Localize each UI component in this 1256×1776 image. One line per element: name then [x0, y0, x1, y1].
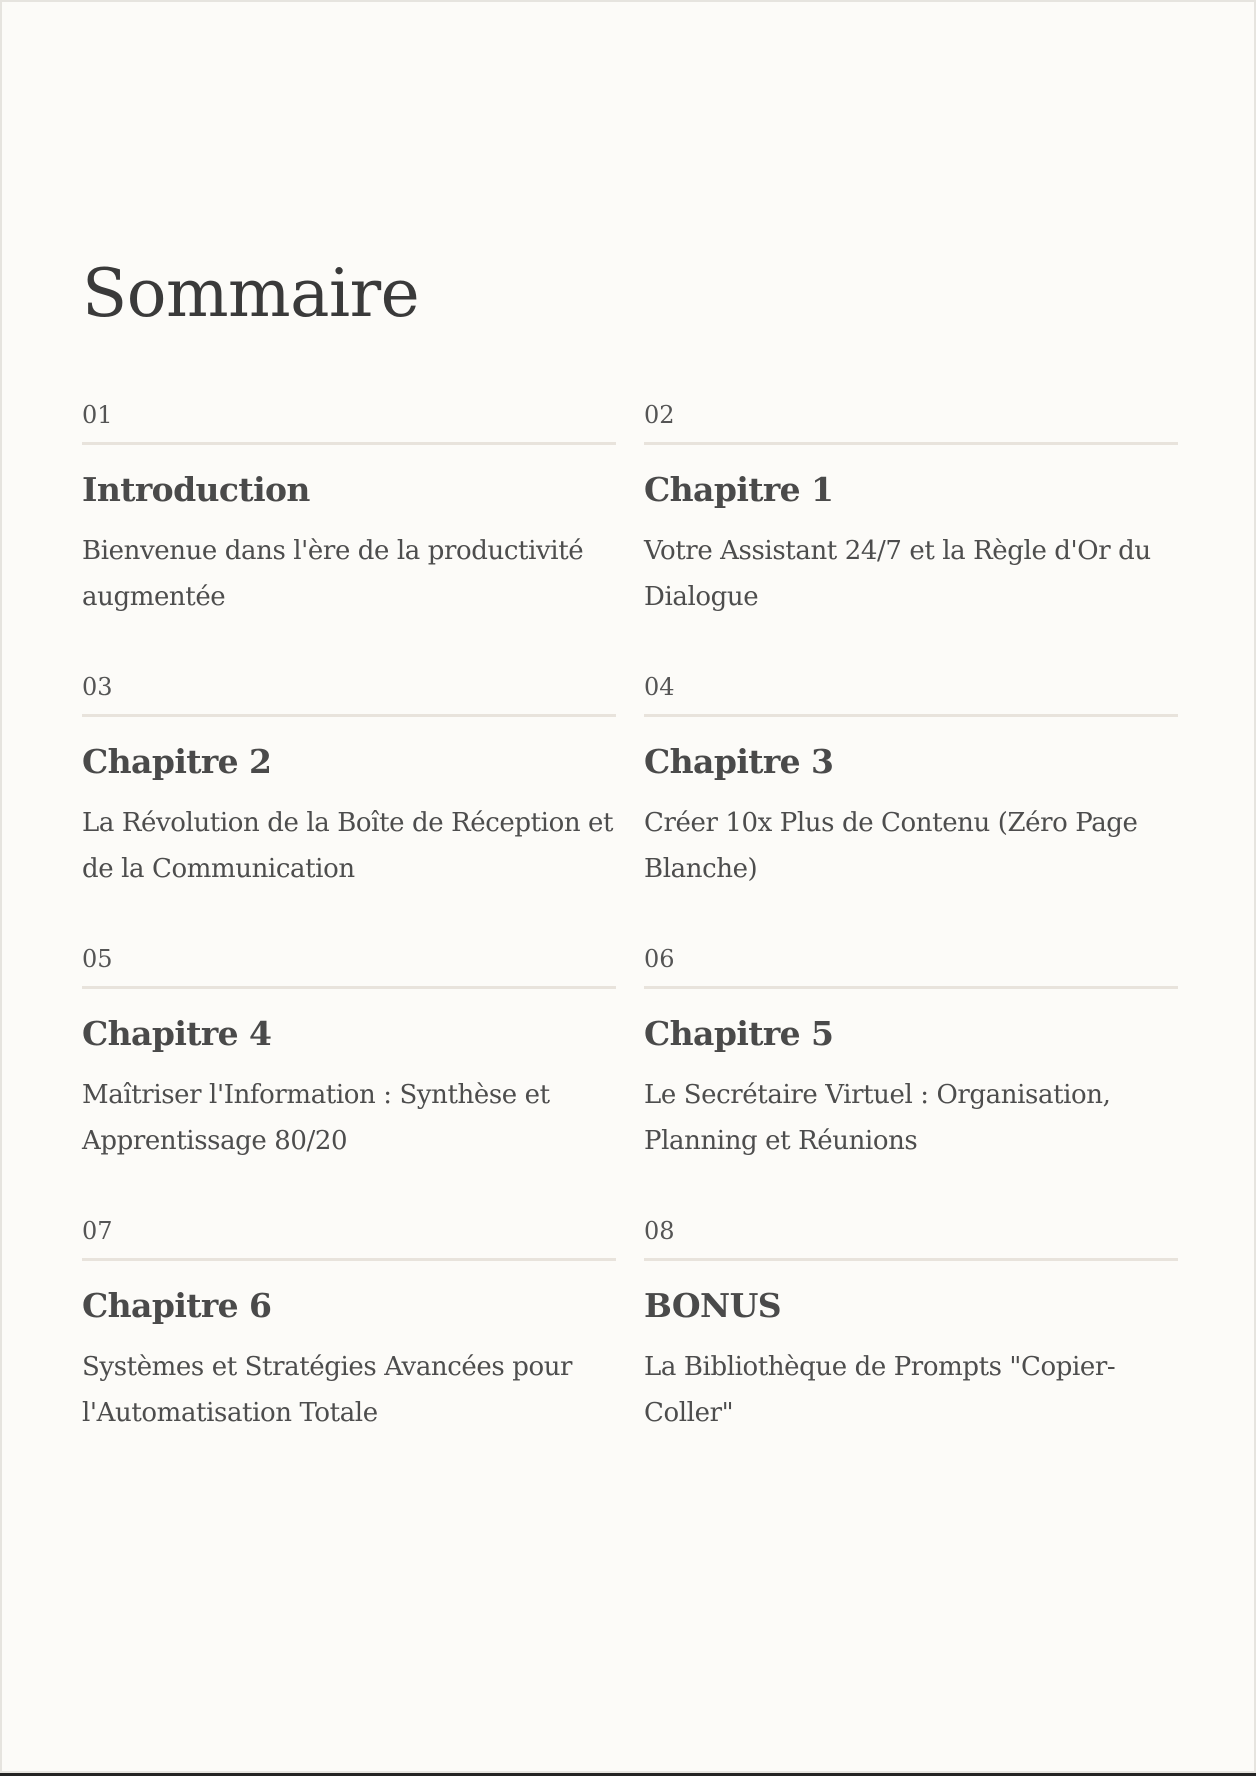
entry-number: 02	[644, 401, 675, 429]
entry-description: Bienvenue dans l'ère de la productivité augmentée	[82, 536, 584, 612]
entry-number: 08	[644, 1217, 675, 1245]
toc-entry-introduction[interactable]	[82, 400, 616, 672]
entry-divider	[644, 1258, 1178, 1261]
entry-heading: Chapitre 1	[644, 470, 834, 509]
entry-divider	[644, 442, 1178, 445]
entry-number: 03	[82, 673, 113, 701]
entry-divider	[644, 714, 1178, 717]
entry-description: Votre Assistant 24/7 et la Règle d'Or du Dialogue	[644, 536, 1151, 612]
entry-number: 01	[82, 401, 113, 429]
entry-description: La Révolution de la Boîte de Réception et de la Communication	[82, 808, 614, 884]
toc-entry-chapitre-1[interactable]	[644, 400, 1178, 672]
toc-entry-chapitre-5[interactable]	[644, 944, 1178, 1216]
entry-description: Le Secrétaire Virtuel : Organisation, Planning et Réunions	[644, 1080, 1111, 1156]
entry-number: 06	[644, 945, 675, 973]
table-of-contents	[82, 400, 1178, 1488]
entry-description: Créer 10x Plus de Contenu (Zéro Page Blanche)	[644, 808, 1138, 884]
toc-entry-chapitre-3[interactable]	[644, 672, 1178, 944]
entry-heading: Introduction	[82, 470, 310, 509]
entry-description: La Bibliothèque de Prompts "Copier-Coller"	[644, 1352, 1116, 1428]
toc-entry-bonus[interactable]	[644, 1216, 1178, 1488]
entry-divider	[82, 442, 616, 445]
entry-heading: Chapitre 6	[82, 1286, 272, 1325]
entry-divider	[644, 986, 1178, 989]
entry-description: Maîtriser l'Information : Synthèse et Apprentissage 80/20	[82, 1080, 550, 1156]
toc-entry-chapitre-4[interactable]	[82, 944, 616, 1216]
entry-number: 07	[82, 1217, 113, 1245]
entry-divider	[82, 1258, 616, 1261]
entry-description: Systèmes et Stratégies Avancées pour l'Automatisation Totale	[82, 1352, 573, 1428]
entry-heading: Chapitre 2	[82, 742, 272, 781]
entry-heading: Chapitre 5	[644, 1014, 834, 1053]
entry-divider	[82, 986, 616, 989]
toc-entry-chapitre-2[interactable]	[82, 672, 616, 944]
entry-number: 05	[82, 945, 113, 973]
toc-entry-chapitre-6[interactable]	[82, 1216, 616, 1488]
entry-heading: Chapitre 3	[644, 742, 834, 781]
entry-number: 04	[644, 673, 675, 701]
page-title: Sommaire	[82, 255, 420, 332]
entry-divider	[82, 714, 616, 717]
entry-heading: Chapitre 4	[82, 1014, 272, 1053]
entry-heading: BONUS	[644, 1286, 782, 1325]
